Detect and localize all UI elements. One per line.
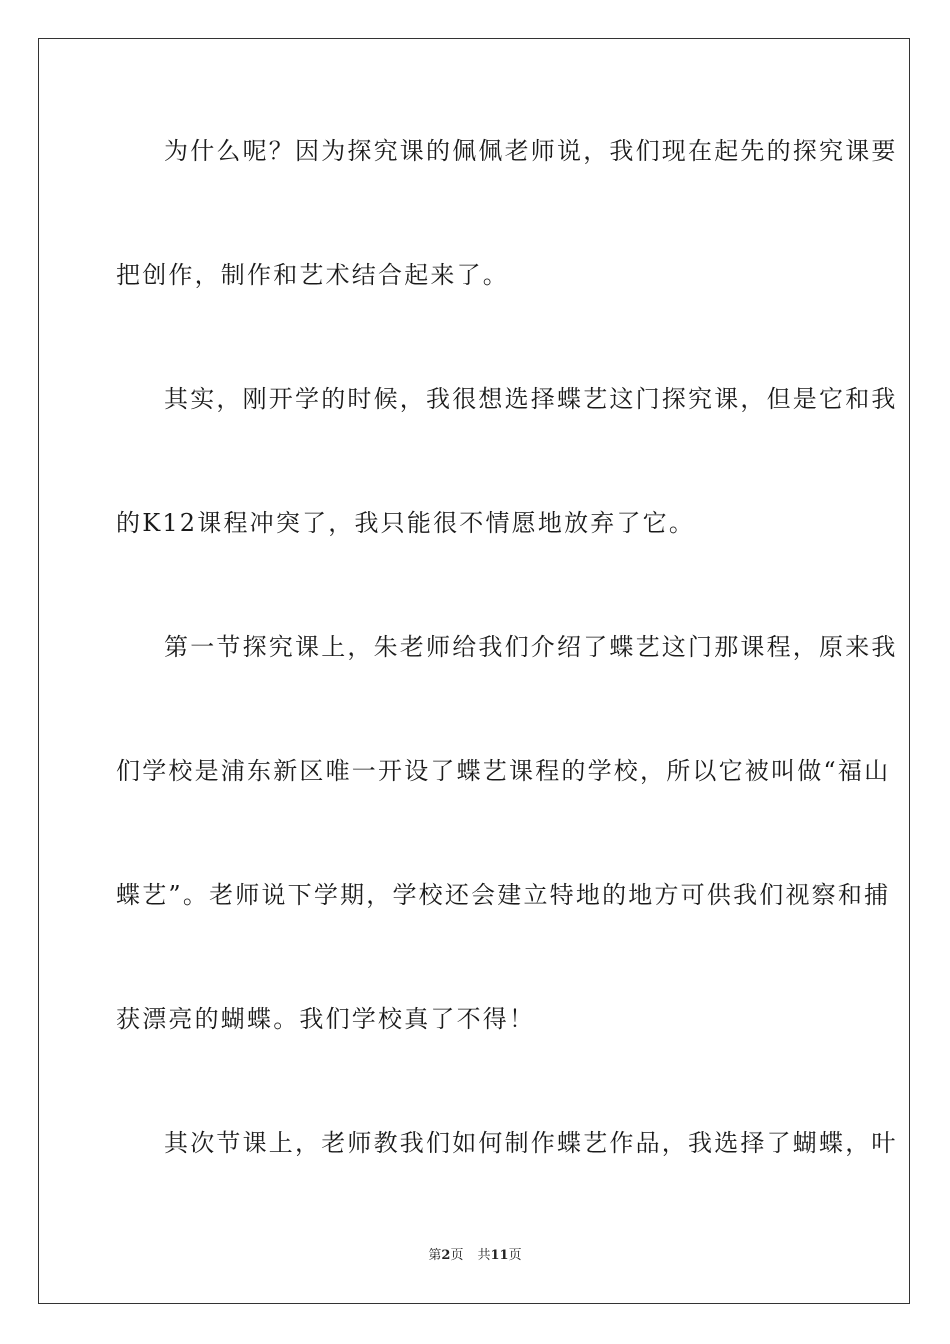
total-prefix: 共	[477, 1248, 491, 1263]
total-pages: 11	[490, 1248, 509, 1263]
page-border	[38, 38, 910, 1304]
total-suffix: 页	[508, 1248, 522, 1263]
paragraph-3-line-1: 第一节探究课上，朱老师给我们介绍了蝶艺这门那课程，原来我	[164, 633, 898, 661]
paragraph-1-line-1: 为什么呢？因为探究课的佩佩老师说，我们现在起先的探究课要	[164, 137, 898, 165]
paragraph-2-line-2: 的K12课程冲突了，我只能很不情愿地放弃了它。	[116, 509, 696, 537]
page-footer	[0, 1247, 950, 1265]
paragraph-4-line-1: 其次节课上，老师教我们如何制作蝶艺作品，我选择了蝴蝶，叶	[164, 1129, 898, 1157]
page-prefix: 第	[428, 1248, 442, 1263]
paragraph-1-line-2: 把创作，制作和艺术结合起来了。	[116, 261, 509, 289]
page-number: 2	[441, 1248, 451, 1263]
paragraph-3-line-2: 们学校是浦东新区唯一开设了蝶艺课程的学校，所以它被叫做“福山	[116, 757, 891, 785]
paragraph-2-line-1: 其实，刚开学的时候，我很想选择蝶艺这门探究课，但是它和我	[164, 385, 898, 413]
page-suffix: 页	[450, 1248, 464, 1263]
paragraph-3-line-3: 蝶艺”。老师说下学期，学校还会建立特地的地方可供我们视察和捕	[116, 881, 891, 909]
paragraph-3-line-4: 获漂亮的蝴蝶。我们学校真了不得！	[116, 1005, 536, 1033]
